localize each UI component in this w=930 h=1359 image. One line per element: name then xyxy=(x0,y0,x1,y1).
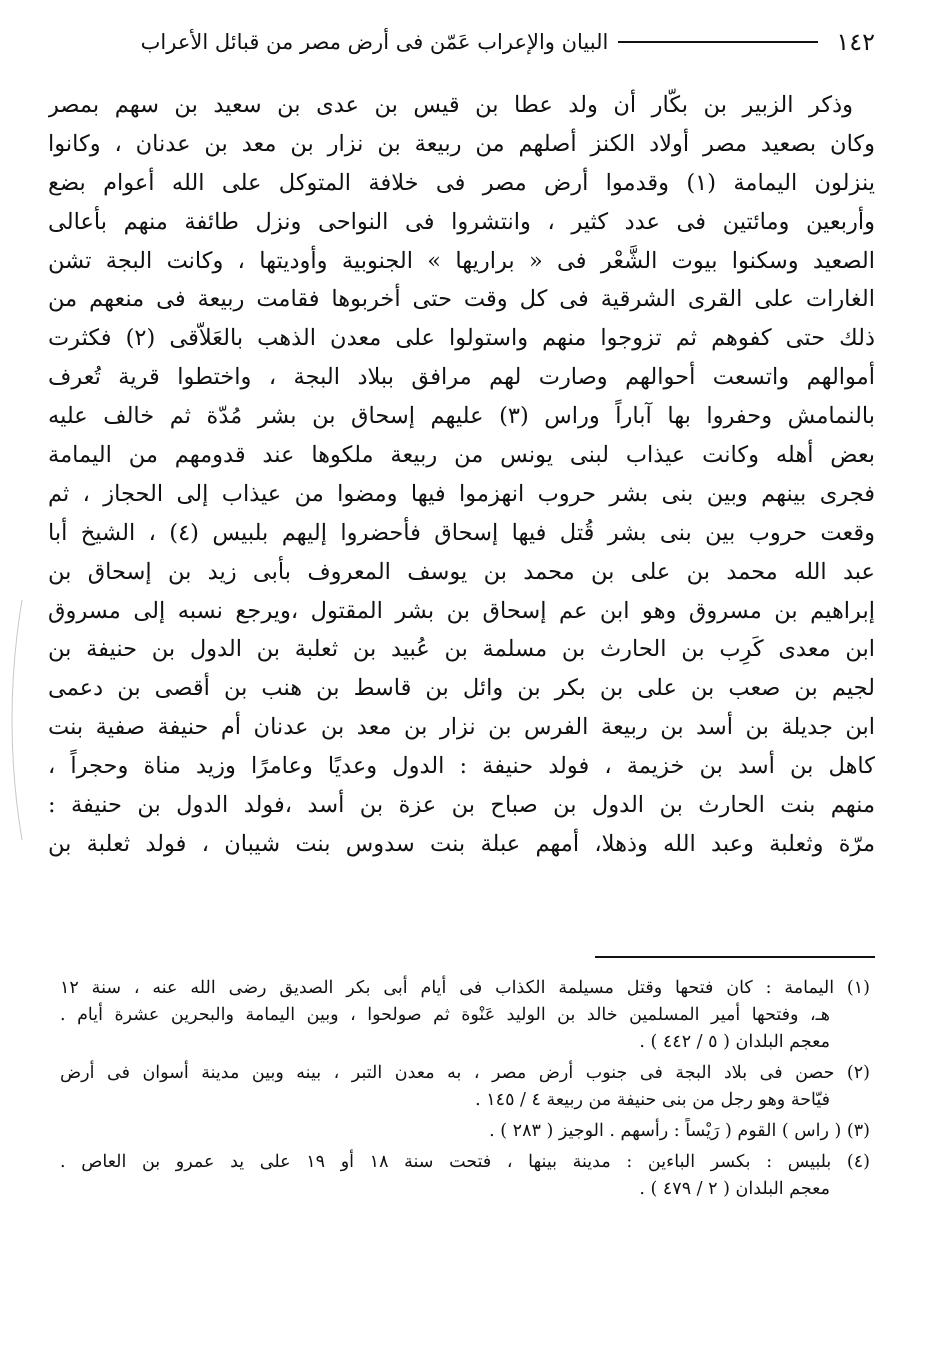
footnote-4 xyxy=(60,1149,870,1203)
text-line: مرّة وثعلبة وعبد الله وذهلا، أمهم عبلة بنت سدوس بنت شيبان ، فولد ثعلبة بن xyxy=(48,830,875,857)
text-line: لجيم بن صعب بن على بن بكر بن وائل بن قاسط بن هنب بن أقصى بن دعمى xyxy=(48,675,875,702)
footnote-line: (٤) بلبيس : بكسر الباءين : مدينة بينها ، فتحت سنة ١٨ أو ١٩ على يد عمرو بن العاص . xyxy=(60,1152,870,1172)
main-text xyxy=(48,86,875,864)
page-edge-arc xyxy=(0,600,30,840)
text-line: فجرى بينهم وبين بنى بشر حروب انهزموا فيها ومضوا من عيذاب إلى الحجاز ، ثم xyxy=(48,480,875,507)
page-number: ١٤٢ xyxy=(836,28,875,56)
text-line: وأربعين ومائتين فى عدد كثير ، وانتشروا فى النواحى ونزل طائفة منهم بأعالى xyxy=(48,208,875,235)
footnote-separator xyxy=(595,956,875,958)
footnote-line: معجم البلدان ( ٢ / ٤٧٩ ) . xyxy=(639,1179,830,1199)
footnote-2 xyxy=(60,1060,870,1114)
text-line: ذلك حتى كفوهم ثم تزوجوا منهم واستولوا على معدن الذهب بالعَلاّقى (٢) فكثرت xyxy=(48,325,875,352)
text-line: وكان بصعيد مصر أولاد الكنز أصلهم من ربيعة بن نزار بن معد بن عدنان ، وكانوا xyxy=(48,130,875,157)
footnote-line: فيّاحة وهو رجل من بنى حنيفة من ربيعة ٤ / ١٤٥ . xyxy=(475,1090,830,1110)
text-line: أموالهم واتسعت أحوالهم وصارت لهم مرافق ببلاد البجة ، واختطوا قرية تُعرف xyxy=(48,364,875,391)
text-line: ينزلون اليمامة (١) وقدموا أرض مصر فى خلافة المتوكل على الله أعوام بضع xyxy=(48,169,875,196)
text-line: ابن جديلة بن أسد بن ربيعة الفرس بن نزار بن معد بن عدنان أم حنيفة صفية بنت xyxy=(48,714,875,741)
running-title: البيان والإعراب عَمّن فى أرض مصر من قبائل الأعراب xyxy=(140,30,609,54)
footnote-line: هـ، وفتحها أمير المسلمين خالد بن الوليد عَنْوة ثم صولحوا ، وبين اليمامة والبحرين عشرة أيام . xyxy=(60,1005,830,1025)
footnote-line: (٢) حصن فى بلاد البجة فى جنوب أرض مصر ، به معدن التبر ، بينه وبين مدينة أسوان فى أرض xyxy=(60,1063,870,1083)
text-line: منهم بنت الحارث بن الدول بن صباح بن عزة بن أسد ،فولد الدول بن حنيفة : xyxy=(48,792,875,819)
text-line: عبد الله محمد بن على بن محمد بن يوسف المعروف بأبى زيد بن إسحاق بن xyxy=(48,558,875,585)
text-line: الصعيد وسكنوا بيوت الشَّعْر فى « براريها » الجنوبية وأوديتها ، وكانت البجة تشن xyxy=(48,247,875,274)
footnote-3 xyxy=(60,1118,870,1145)
text-line: بالنمامش وحفروا بها آباراً وراس (٣) عليهم إسحاق بن بشر مُدّة ثم خالف عليه xyxy=(48,403,875,430)
footnotes xyxy=(60,975,870,1207)
text-line: كاهل بن أسد بن خزيمة ، فولد حنيفة : الدول وعديًا وعامرًا وزيد مناة وحجراً ، xyxy=(48,753,875,780)
text-line: بعض أهله وكانت عيذاب لبنى يونس من ربيعة ملكوها عند قدومهم من اليمامة xyxy=(48,442,875,469)
text-line: وقعت حروب بين بنى بشر قُتل فيها إسحاق فأحضروا إليهم بلبيس (٤) ، الشيخ أبا xyxy=(48,519,875,546)
text-line: وذكر الزبير بن بكّار أن ولد عطا بن قيس بن عدى بن سعيد بن سهم بمصر xyxy=(48,92,853,118)
page-header xyxy=(50,22,875,62)
footnote-line: (١) اليمامة : كان فتحها وقتل مسيلمة الكذاب فى أيام أبى بكر الصديق رضى الله عنه ، سنة ١٢ xyxy=(60,978,870,998)
text-line: ابن معدى كَرِب بن الحارث بن مسلمة بن عُبيد بن ثعلبة بن الدول بن حنيفة بن xyxy=(48,636,875,663)
footnote-1 xyxy=(60,975,870,1056)
footnote-line: معجم البلدان ( ٥ / ٤٤٢ ) . xyxy=(639,1032,830,1052)
text-line: إبراهيم بن مسروق وهو ابن عم إسحاق بن بشر المقتول ،ويرجع نسبه إلى مسروق xyxy=(48,597,875,624)
footnote-line: (٣) ( راس ) القوم ( رَيْساً : رأسهم . الوجيز ( ٢٨٣ ) . xyxy=(489,1121,870,1141)
text-line: الغارات على القرى الشرقية فى كل وقت حتى أخربوها فقامت ربيعة فى منعهم من xyxy=(48,286,875,313)
header-rule xyxy=(618,41,818,43)
